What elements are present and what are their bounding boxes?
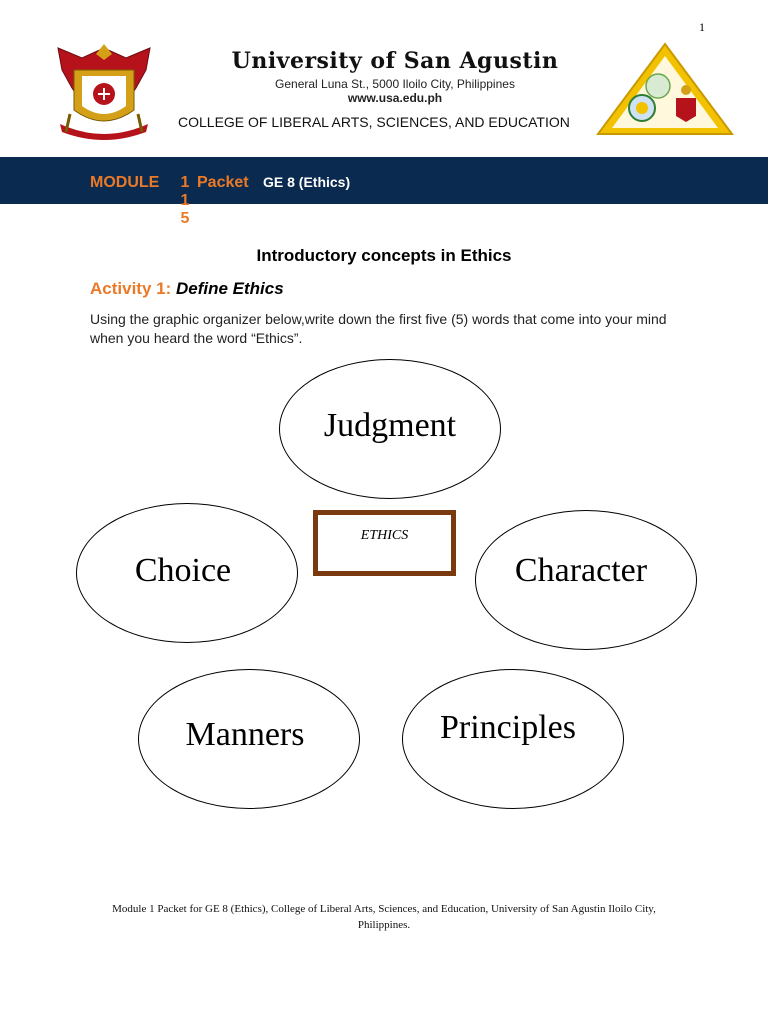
choice-word: Choice (134, 552, 232, 589)
module-number: 1 1 5 (180, 174, 190, 227)
manners-word: Manners (185, 716, 305, 753)
page-title: Introductory concepts in Ethics (256, 246, 512, 265)
packet-label: Packet (197, 174, 249, 191)
page-footer: Module 1 Packet for GE 8 (Ethics), College of Liberal Arts, Sciences, and Education, University of San Agustin Iloilo City, Philippines. (112, 903, 656, 931)
page-number: 1 (699, 20, 705, 34)
university-address: General Luna St., 5000 Iloilo City, Philippines (275, 77, 515, 91)
character-word: Character (514, 552, 648, 589)
activity-heading (90, 279, 284, 299)
college-name: COLLEGE OF LIBERAL ARTS, SCIENCES, AND EDUCATION (178, 114, 570, 130)
course-code: GE 8 (Ethics) (263, 174, 351, 190)
module-label: MODULE (90, 174, 160, 191)
university-seal-logo (52, 40, 156, 140)
judgment-word: Judgment (323, 407, 457, 444)
college-triangle-logo (596, 42, 734, 136)
instructions-text: Using the graphic organizer below,write down the first five (5) words that come into your mind when you heard the word “Ethics”. (90, 311, 667, 346)
principles-word: Principles (440, 709, 576, 746)
activity-label: Activity 1: (90, 279, 172, 298)
university-website: www.usa.edu.ph (347, 91, 443, 105)
activity-title: Define Ethics (175, 279, 284, 298)
university-name: University of San Agustin (231, 48, 559, 74)
ethics-center-label: ETHICS (360, 528, 409, 543)
